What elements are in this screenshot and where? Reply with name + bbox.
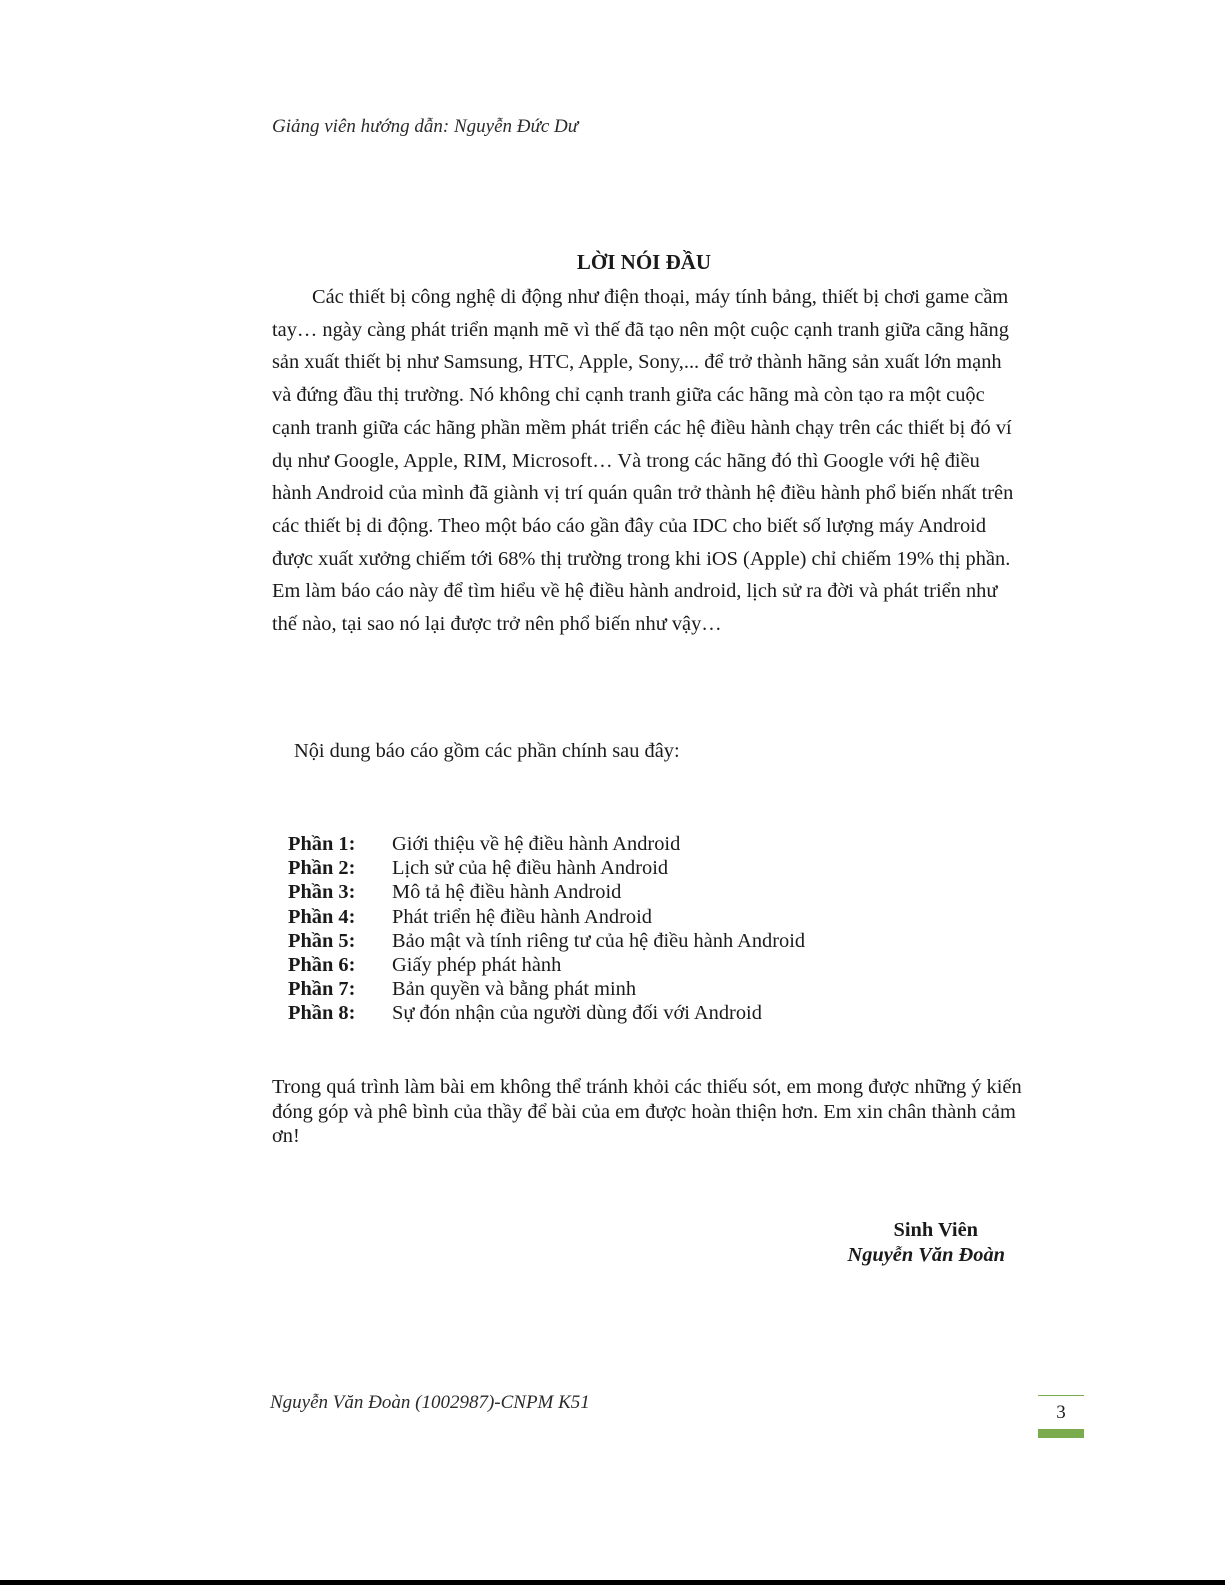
part-label: Phần 7: (288, 978, 356, 1001)
part-label: Phần 8: (288, 1002, 356, 1025)
part-title: Giới thiệu về hệ điều hành Android (392, 833, 681, 855)
part-item (288, 977, 805, 1001)
part-item (288, 929, 805, 953)
part-title: Lịch sử của hệ điều hành Android (392, 857, 669, 880)
part-item (288, 856, 805, 880)
part-item (288, 1001, 805, 1025)
intro-paragraph: Các thiết bị công nghệ di động như điện thoại, máy tính bảng, thiết bị chơi game cầm tay… ngày càng phát triển mạnh mẽ vì thế đã tạo nên một cuộc cạnh tranh giữa cãng hãng sản xuất thiết bị như Samsung, HTC, Apple, Sony,... để trở thành hãng sản xuất lớn mạnh và đứng đầu thị trường. Nó không chỉ cạnh tranh giữa các hãng mà còn tạo ra một cuộc cạnh tranh giữa các hãng phần mềm phát triển các hệ điều hành chạy trên các thiết bị đó ví dụ như Google, Apple, RIM, Microsoft… Và trong các hãng đó thì Google với hệ điều hành Android của mình đã giành vị trí quán quân trở thành hệ điều hành phổ biến nhất trên các thiết bị di động. Theo một báo cáo gần đây của IDC cho biết số lượng máy Android được xuất xưởng chiếm tới 68% thị trường trong khi iOS (Apple) chỉ chiếm 19% thị phần. Em làm báo cáo này để tìm hiểu về hệ điều hành android, lịch sử ra đời và phát triển như thế nào, tại sao nó lại được trở nên phổ biến như vậy… (272, 286, 1014, 636)
part-item (288, 880, 805, 904)
signature-name: Nguyễn Văn Đoàn (847, 1244, 1005, 1266)
part-label: Phần 6: (288, 954, 356, 977)
page-bottom-edge (0, 1580, 1225, 1585)
part-title: Phát triển hệ điều hành Android (392, 905, 652, 928)
part-label: Phần 1: (288, 833, 356, 855)
footer-author: Nguyễn Văn Đoàn (1002987)-CNPM K51 (270, 1392, 590, 1413)
contents-lead: Nội dung báo cáo gồm các phần chính sau đây: (294, 740, 680, 762)
part-label: Phần 3: (288, 881, 356, 904)
part-label: Phần 2: (288, 857, 356, 880)
page-number-box (1038, 1395, 1084, 1438)
parts-list (288, 832, 805, 1026)
part-title: Bản quyền và bằng phát minh (392, 978, 637, 1001)
part-title: Bảo mật và tính riêng tư của hệ điều hành Android (392, 929, 806, 952)
part-item (288, 905, 805, 929)
part-label: Phần 5: (288, 929, 356, 952)
page-number-top-rule (1038, 1395, 1084, 1396)
part-title: Giấy phép phát hành (392, 954, 562, 977)
closing-paragraph: Trong quá trình làm bài em không thể tránh khỏi các thiếu sót, em mong được những ý kiến đóng góp và phê bình của thầy để bài của em được hoàn thiện hơn. Em xin chân thành cảm ơn! (272, 1076, 1022, 1147)
part-label: Phần 4: (288, 905, 356, 928)
part-item (288, 832, 805, 856)
page-title: LỜI NÓI ĐẦU (576, 250, 712, 274)
part-title: Sự đón nhận của người dùng đối với Android (392, 1002, 762, 1025)
signature-role: Sinh Viên (893, 1219, 978, 1241)
part-item (288, 953, 805, 977)
page-number-bottom-bar (1038, 1429, 1084, 1438)
supervisor-note: Giảng viên hướng dẫn: Nguyễn Đức Dư (272, 116, 579, 137)
page-number: 3 (1056, 1402, 1066, 1423)
part-title: Mô tả hệ điều hành Android (392, 881, 622, 904)
